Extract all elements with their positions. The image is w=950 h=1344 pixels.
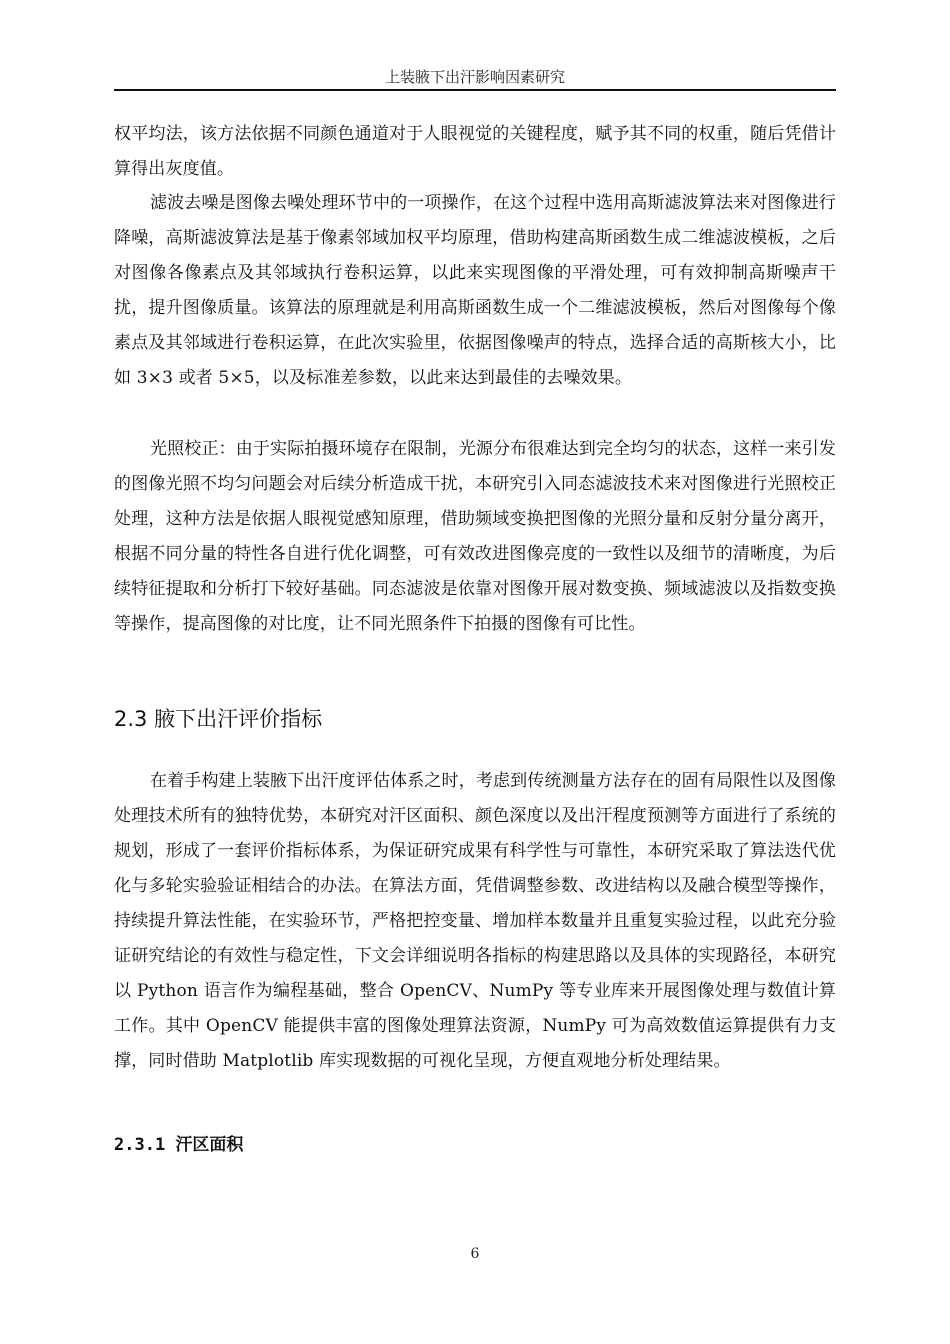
paragraph-illumination-correction: 光照校正：由于实际拍摄环境存在限制，光源分布很难达到完全均匀的状态，这样一来引发的图像光照不均匀问题会对后续分析造成干扰，本研究引入同态滤波技术来对图像进行光照校正处理，这种方法是依据人眼视觉感知原理，借助频域变换把图像的光照分量和反射分量分离开，根据不同分量的特性各自进行优化调整，可有效改进图像亮度的一致性以及细节的清晰度，为后续特征提取和分析打下较好基础。同态滤波是依靠对图像开展对数变换、频域滤波以及指数变换等操作，提高图像的对比度，让不同光照条件下拍摄的图像有可比性。: [114, 439, 836, 634]
header-rule: [114, 89, 836, 91]
running-header-title: 上装腋下出汗影响因素研究: [384, 68, 565, 86]
subsection-heading: 2.3.1 汗区面积: [114, 1135, 244, 1155]
page-number: 6: [470, 1246, 480, 1262]
paragraph-filter-denoise: 滤波去噪是图像去噪处理环节中的一项操作，在这个过程中选用高斯滤波算法来对图像进行降噪，高斯滤波算法是基于像素邻域加权平均原理，借助构建高斯函数生成二维滤波模板，之后对图像各像素点及其邻域执行卷积运算，以此来实现图像的平滑处理，可有效抑制高斯噪声干扰，提升图像质量。该算法的原理就是利用高斯函数生成一个二维滤波模板，然后对图像每个像素点及其邻域进行卷积运算，在此次实验里，依据图像噪声的特点，选择合适的高斯核大小，比如 3×3 或者 5×5，以及标准差参数，以此来达到最佳的去噪效果。: [114, 193, 836, 388]
section-heading: 2.3 腋下出汗评价指标: [114, 707, 323, 731]
paragraph-grayscale-continuation: 权平均法，该方法依据不同颜色通道对于人眼视觉的关键程度，赋予其不同的权重，随后凭借计算得出灰度值。: [114, 124, 836, 179]
paragraph-index-system: 在着手构建上装腋下出汗度评估体系之时，考虑到传统测量方法存在的固有局限性以及图像处理技术所有的独特优势，本研究对汗区面积、颜色深度以及出汗程度预测等方面进行了系统的规划，形成了一套评价指标体系，为保证研究成果有科学性与可靠性，本研究采取了算法迭代优化与多轮实验验证相结合的办法。在算法方面，凭借调整参数、改进结构以及融合模型等操作，持续提升算法性能，在实验环节，严格把控变量、增加样本数量并且重复实验过程，以此充分验证研究结论的有效性与稳定性，下文会详细说明各指标的构建思路以及具体的实现路径，本研究以 Python 语言作为编程基础，整合 OpenCV、NumPy 等专业库来开展图像处理与数值计算工作。其中 OpenCV 能提供丰富的图像处理算法资源，NumPy 可为高效数值运算提供有力支撑，同时借助 Matplotlib 库实现数据的可视化呈现，方便直观地分析处理结果。: [114, 771, 836, 1071]
